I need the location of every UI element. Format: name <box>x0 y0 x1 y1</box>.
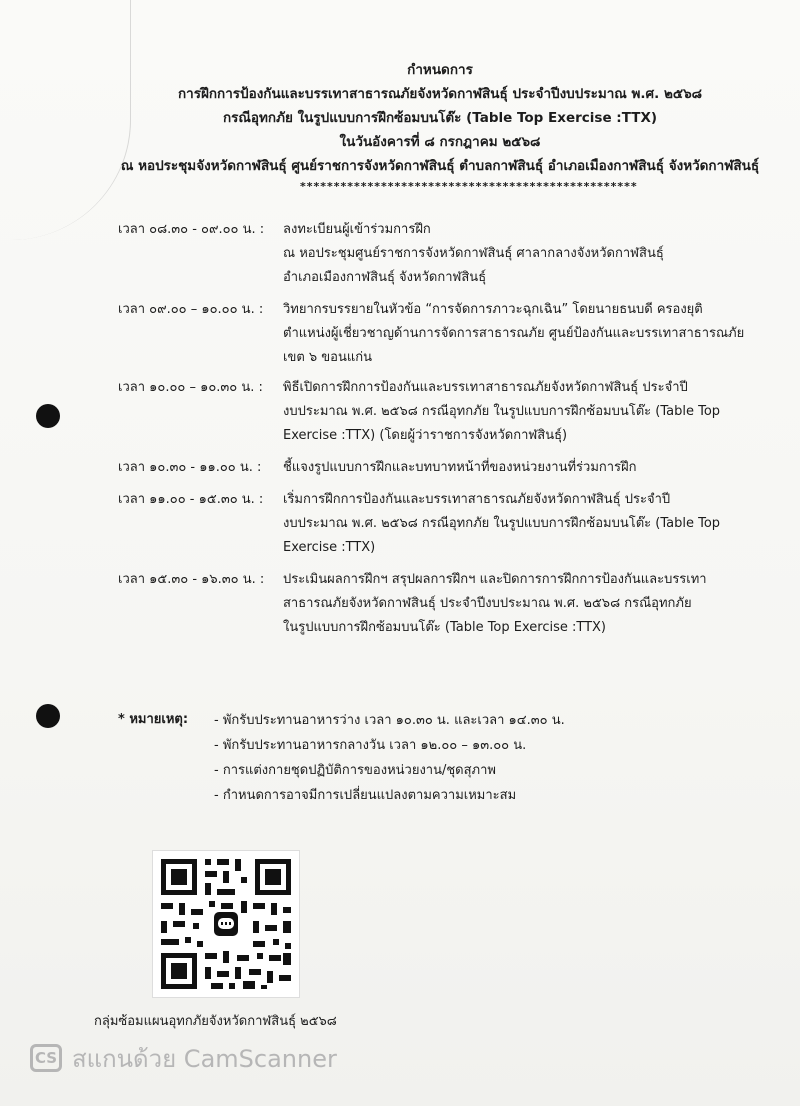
schedule-time: เวลา ๑๐.๓๐ - ๑๑.๐๐ น. : <box>118 460 262 475</box>
schedule-description <box>283 456 763 480</box>
schedule-time: เวลา ๑๑.๐๐ - ๑๕.๓๐ น. : <box>118 492 264 507</box>
schedule-line: ลงทะเบียนผู้เข้าร่วมการฝึก <box>283 222 431 237</box>
schedule-line: ณ หอประชุมศูนย์ราชการจังหวัดกาฬสินธุ์ ศาลากลางจังหวัดกาฬสินธุ์ <box>283 246 664 261</box>
punch-hole <box>36 404 60 428</box>
schedule-line: เขต ๖ ขอนแก่น <box>283 350 373 365</box>
schedule-description <box>283 218 763 290</box>
header-event: การฝึกการป้องกันและบรรเทาสาธารณภัยจังหวัดกาฬสินธุ์ ประจำปีงบประมาณ พ.ศ. ๒๕๖๘ <box>177 86 703 102</box>
schedule-line: ตำแหน่งผู้เชี่ยวชาญด้านการจัดการสาธารณภัย ศูนย์ป้องกันและบรรเทาสาธารณภัย <box>283 326 745 341</box>
schedule-line: สาธารณภัยจังหวัดกาฬสินธุ์ ประจำปีงบประมาณ พ.ศ. ๒๕๖๘ กรณีอุทกภัย <box>283 596 692 611</box>
camscanner-logo-icon: CS <box>30 1044 62 1072</box>
schedule-line: วิทยากรบรรยายในหัวข้อ “การจัดการภาวะฉุกเฉิน” โดยนายธนบดี ครองยุติ <box>283 302 703 317</box>
header-venue: ณ หอประชุมจังหวัดกาฬสินธุ์ ศูนย์ราชการจังหวัดกาฬสินธุ์ ตำบลกาฬสินธุ์ อำเภอเมืองกาฬสินธุ์ จังหวัดกาฬสินธุ์ <box>120 158 760 174</box>
header-divider: ************************************************** <box>300 180 638 193</box>
schedule-time: เวลา ๐๙.๐๐ – ๑๐.๐๐ น. : <box>118 302 264 317</box>
schedule-description <box>283 376 763 448</box>
note-item: - กำหนดการอาจมีการเปลี่ยนแปลงตามความเหมาะสม <box>214 788 517 803</box>
punch-hole <box>36 704 60 728</box>
note-item: - การแต่งกายชุดปฏิบัติการของหน่วยงาน/ชุดสุภาพ <box>214 763 496 778</box>
qr-code-icon[interactable] <box>152 850 300 998</box>
schedule-time: เวลา ๑๕.๓๐ - ๑๖.๓๐ น. : <box>118 572 265 587</box>
page-curl-shadow <box>0 0 131 240</box>
header-date: ในวันอังคารที่ ๘ กรกฎาคม ๒๕๖๘ <box>339 134 541 150</box>
schedule-description <box>283 298 763 370</box>
schedule-line: งบประมาณ พ.ศ. ๒๕๖๘ กรณีอุทกภัย ในรูปแบบการฝึกซ้อมบนโต๊ะ (Table Top <box>283 516 721 531</box>
schedule-description <box>283 488 763 560</box>
schedule-line: เริ่มการฝึกการป้องกันและบรรเทาสาธารณภัยจังหวัดกาฬสินธุ์ ประจำปี <box>283 492 671 507</box>
schedule-time: เวลา ๐๘.๓๐ - ๐๙.๐๐ น. : <box>118 222 265 237</box>
notes-label: * หมายเหตุ: <box>118 712 189 727</box>
schedule-line: อำเภอเมืองกาฬสินธุ์ จังหวัดกาฬสินธุ์ <box>283 270 487 285</box>
note-item: - พักรับประทานอาหารกลางวัน เวลา ๑๒.๐๐ – ๑๓.๐๐ น. <box>214 738 527 753</box>
qr-caption: กลุ่มซ้อมแผนอุทกภัยจังหวัดกาฬสินธุ์ ๒๕๖๘ <box>94 1014 337 1029</box>
notes-list <box>214 708 734 808</box>
header-title: กำหนดการ <box>407 62 473 78</box>
watermark-text: สแกนด้วย CamScanner <box>72 1044 337 1073</box>
schedule-line: ประเมินผลการฝึกฯ สรุปผลการฝึกฯ และปิดการการฝึกการป้องกันและบรรเทา <box>283 572 707 587</box>
schedule-line: ในรูปแบบการฝึกซ้อมบนโต๊ะ (Table Top Exercise :TTX) <box>283 620 607 635</box>
schedule-line: Exercise :TTX) <box>283 540 376 555</box>
document-header <box>120 58 760 178</box>
schedule-line: พิธีเปิดการฝึกการป้องกันและบรรเทาสาธารณภัยจังหวัดกาฬสินธุ์ ประจำปี <box>283 380 688 395</box>
note-item: - พักรับประทานอาหารว่าง เวลา ๑๐.๓๐ น. และเวลา ๑๔.๓๐ น. <box>214 713 565 728</box>
schedule-line: ชี้แจงรูปแบบการฝึกและบทบาทหน้าที่ของหน่วยงานที่ร่วมการฝึก <box>283 460 637 475</box>
scanner-watermark <box>30 1040 337 1076</box>
header-format: กรณีอุทกภัย ในรูปแบบการฝึกซ้อมบนโต๊ะ (Table Top Exercise :TTX) <box>222 110 658 126</box>
schedule-time: เวลา ๑๐.๐๐ – ๑๐.๓๐ น. : <box>118 380 263 395</box>
schedule-line: Exercise :TTX) (โดยผู้ว่าราชการจังหวัดกาฬสินธุ์) <box>283 428 568 443</box>
schedule-description <box>283 568 763 640</box>
schedule-line: งบประมาณ พ.ศ. ๒๕๖๘ กรณีอุทกภัย ในรูปแบบการฝึกซ้อมบนโต๊ะ (Table Top <box>283 404 721 419</box>
